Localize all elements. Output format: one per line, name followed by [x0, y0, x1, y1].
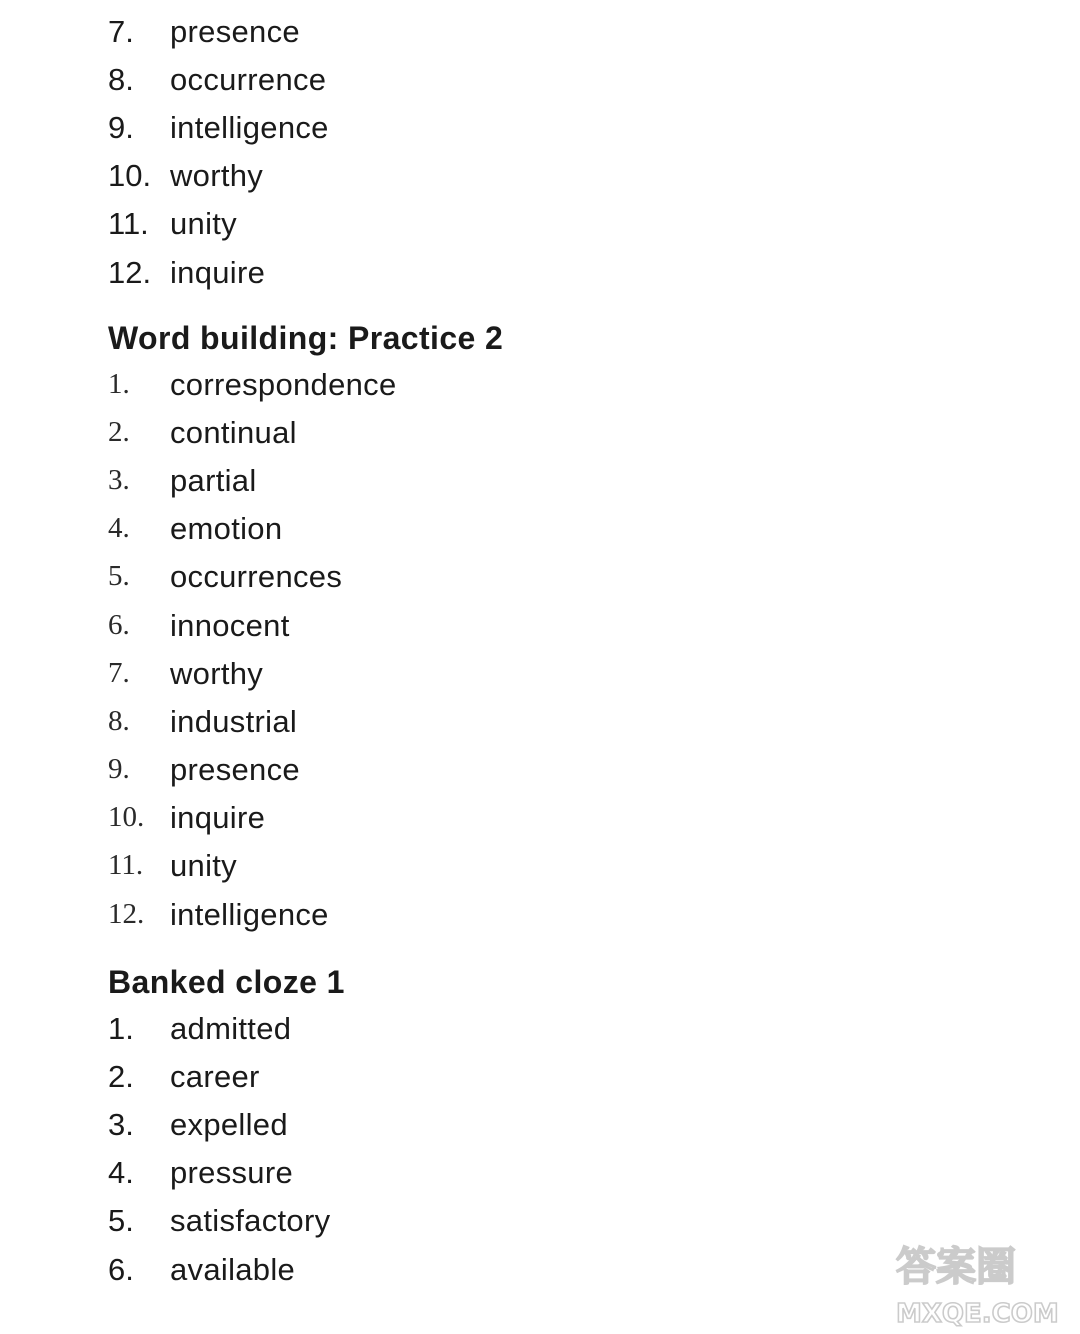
list-item — [108, 152, 329, 200]
item-number: 11. — [108, 849, 144, 882]
list-item — [108, 248, 329, 296]
list-item — [108, 408, 503, 456]
item-number: 3. — [108, 463, 130, 496]
item-word: inquire — [170, 254, 266, 290]
list-item — [108, 842, 503, 890]
practice2-section — [108, 316, 503, 938]
item-number: 6. — [108, 1251, 134, 1287]
list-item — [108, 553, 503, 601]
item-word: emotion — [170, 511, 283, 547]
item-number: 8. — [108, 704, 130, 737]
item-word: occurrences — [170, 559, 343, 595]
item-word: worthy — [170, 158, 264, 194]
item-word: presence — [170, 13, 300, 49]
item-word: unity — [170, 848, 237, 884]
item-number: 2. — [108, 415, 130, 448]
item-number: 12. — [108, 897, 145, 930]
answer-list-continued — [108, 7, 329, 296]
item-word: career — [170, 1058, 260, 1094]
item-word: worthy — [170, 655, 264, 691]
item-number: 2. — [108, 1058, 134, 1094]
list-item — [108, 505, 503, 553]
list-item — [108, 1004, 345, 1052]
watermark-logo — [892, 1238, 1072, 1328]
watermark-line2: MXQE.COM — [896, 1299, 1059, 1328]
item-word: occurrence — [170, 61, 327, 97]
watermark-line1: 答案圈 — [896, 1244, 1016, 1290]
answer-list — [108, 360, 503, 938]
list-item — [108, 746, 503, 794]
item-number: 4. — [108, 1155, 134, 1191]
item-number: 9. — [108, 109, 134, 145]
list-item — [108, 103, 329, 151]
item-number: 6. — [108, 608, 130, 641]
item-word: partial — [170, 462, 257, 498]
list-item — [108, 1100, 345, 1148]
item-word: industrial — [170, 703, 298, 739]
item-word: intelligence — [170, 109, 329, 145]
item-word: pressure — [170, 1155, 294, 1191]
answer-list — [108, 7, 329, 296]
item-number: 5. — [108, 560, 130, 593]
item-number: 8. — [108, 61, 134, 97]
item-number: 10. — [108, 801, 145, 834]
list-item — [108, 1052, 345, 1100]
item-word: correspondence — [170, 366, 397, 402]
item-number: 5. — [108, 1203, 134, 1239]
item-number: 10. — [108, 158, 152, 194]
item-word: expelled — [170, 1106, 288, 1142]
item-number: 12. — [108, 254, 152, 290]
list-item — [108, 200, 329, 248]
list-item — [108, 601, 503, 649]
section-heading: Word building: Practice 2 — [108, 319, 504, 356]
list-item — [108, 1149, 345, 1197]
list-item — [108, 649, 503, 697]
section-heading: Banked cloze 1 — [108, 963, 345, 1000]
item-word: unity — [170, 206, 237, 242]
list-item — [108, 794, 503, 842]
item-number: 7. — [108, 13, 134, 49]
list-item — [108, 55, 329, 103]
item-word: admitted — [170, 1010, 292, 1046]
item-word: inquire — [170, 800, 266, 836]
item-word: available — [170, 1251, 296, 1287]
cloze1-section — [108, 960, 345, 1293]
item-word: satisfactory — [170, 1203, 331, 1239]
item-word: continual — [170, 414, 297, 450]
list-item — [108, 7, 329, 55]
list-item — [108, 697, 503, 745]
item-number: 1. — [108, 367, 130, 400]
item-word: innocent — [170, 607, 290, 643]
item-number: 9. — [108, 753, 130, 786]
item-number: 1. — [108, 1010, 134, 1046]
list-item — [108, 360, 503, 408]
item-number: 4. — [108, 512, 130, 545]
list-item — [108, 456, 503, 504]
item-word: intelligence — [170, 896, 329, 932]
item-number: 3. — [108, 1106, 134, 1142]
item-number: 11. — [108, 206, 149, 242]
list-item — [108, 1245, 345, 1293]
list-item — [108, 1197, 345, 1245]
item-word: presence — [170, 752, 300, 788]
answer-list — [108, 1004, 345, 1293]
item-number: 7. — [108, 656, 130, 689]
list-item — [108, 890, 503, 938]
